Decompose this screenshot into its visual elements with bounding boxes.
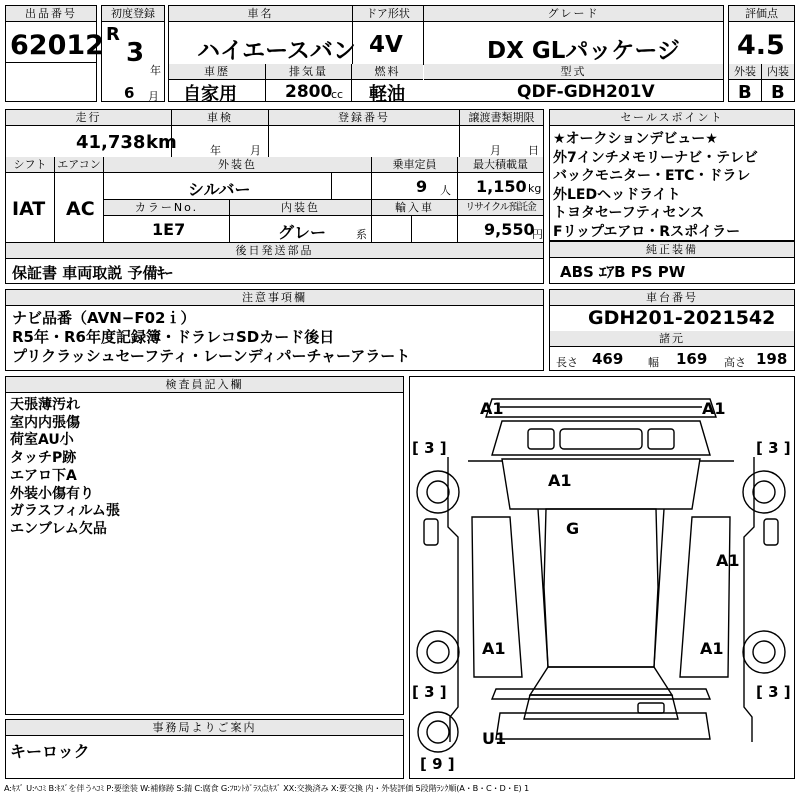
aircon-label: エアコン [55,157,103,173]
later-parts-value: 保証書 車両取説 予備ｷｰ [12,264,173,282]
dims-wid: 169 [676,350,708,368]
office-value: キーロック [10,742,90,761]
sales-points-box [549,109,795,241]
first-reg-month-unit: 月 [148,90,159,103]
ext-color-label: 外装色 [104,157,371,173]
score-value: 4.5 [737,30,785,61]
fuel-value: 軽油 [369,84,405,105]
dims-wid-label: 幅 [648,356,659,369]
shift-label: シフト [6,157,54,173]
inspector-label: 検査員記入欄 [6,377,403,393]
score-ext: B [738,82,752,103]
aircon-value: AC [66,198,95,220]
dims-hgt: 198 [756,350,788,368]
first-reg-box [101,5,165,102]
mileage-value: 41,738 [76,132,146,153]
car-name-label: 車名 [169,6,352,22]
chassis-label: 車台番号 [550,290,794,306]
score-ext-label: 外装 [729,64,761,80]
details-table [5,109,544,284]
first-reg-era: R [106,24,120,45]
note-line: プリクラッシュセーフティ・レーンディパーチャーアラート [12,347,411,365]
transfer-label: 譲渡書類期限 [460,110,543,126]
dims-label: 諸元 [550,331,794,347]
max-load-label: 最大積載量 [458,157,543,173]
score-box [728,5,795,102]
import-label: 輸入車 [372,200,457,216]
displacement-label: 排気量 [266,64,351,80]
sales-points-label: セールスポイント [550,110,794,126]
notes-list [12,309,410,366]
mark-a1-front-right: A1 [702,399,726,418]
color-no-value: 1E7 [152,220,186,239]
mark-bumper: U1 [482,729,507,748]
mark-tire-rear-left: [ 3 ] [412,683,447,701]
dims-len: 469 [592,350,624,368]
mileage-unit: km [146,132,177,153]
capacity-unit: 人 [440,184,451,197]
history-value: 自家用 [183,84,237,105]
inspector-line: 天張薄汚れ [10,397,80,413]
max-load-unit: kg [528,182,542,195]
history-label: 車歴 [169,64,265,80]
sales-point: 外7インチメモリーナビ・テレビ [553,149,758,166]
mark-rear-right: A1 [700,639,724,658]
doors-label: ドア形状 [353,6,423,22]
fuel-label: 燃料 [352,64,423,80]
displacement-value: 2800 [285,82,333,102]
mark-a1-front-left: A1 [480,399,504,418]
int-color-unit: 系 [356,228,367,241]
sales-point: 外LEDヘッドライト [553,186,681,203]
mark-tire-rear-right: [ 3 ] [756,683,791,701]
mark-rear-left: A1 [482,639,506,658]
first-reg-year: 3 [126,38,145,68]
inspector-line: ガラスフィルム張 [10,503,120,520]
transfer-month-unit: 月 [490,144,501,157]
int-color-value: グレー [278,223,327,242]
score-int-label: 内装 [762,64,794,80]
mark-spare: [ 9 ] [420,755,455,773]
mark-roof: A1 [548,471,572,490]
capacity-label: 乗車定員 [372,157,457,173]
notes-box [5,289,544,371]
inspection-label: 車検 [172,110,268,126]
lot-label: 出品番号 [6,6,96,22]
max-load-value: 1,150 [476,177,527,196]
first-reg-month: 6 [124,84,135,102]
mark-side-right: A1 [716,551,740,570]
grade-value: DX GLパッケージ [487,38,680,64]
grade-label: グレード [424,6,723,22]
first-reg-label: 初度登録 [102,6,164,22]
inspector-line: エアロ下A [10,467,77,484]
sales-point: トヨタセーフティセンス [553,205,705,221]
dims-len-label: 長さ [556,356,578,369]
transfer-day-unit: 日 [528,144,539,157]
first-reg-year-unit: 年 [150,64,161,77]
mark-tire-front-left: [ 3 ] [412,439,447,457]
top-table [168,5,724,105]
doors-value: 4V [369,32,403,58]
recycle-label: リサイクル預託金 [458,200,543,216]
chassis-value: GDH201-2021542 [588,307,776,329]
equipment-box [549,241,795,284]
ext-color-value: シルバー [188,180,251,199]
inspector-line: タッチP跡 [10,450,77,467]
lot-number: 62012 [10,30,104,61]
inspection-month-unit: 月 [250,144,261,157]
sales-point: バックモニター・ETC・ドラレ [553,168,751,184]
color-no-label: カラーNo. [104,200,229,216]
model-code-label: 型式 [424,64,723,80]
lot-box [5,5,104,102]
int-color-label: 内装色 [230,200,371,216]
mark-glass: G [566,519,580,538]
inspector-line: 外装小傷有り [10,485,94,502]
score-label: 評価点 [729,6,794,22]
score-int: B [771,82,785,103]
inspector-line: 室内内張傷 [10,414,80,431]
notes-label: 注意事項欄 [6,290,543,306]
note-line: R5年・R6年度記録簿・ドラレコSDカード後日 [12,328,335,346]
inspector-list [10,397,120,539]
capacity-value: 9 [416,177,428,196]
office-box [5,719,404,779]
sales-points-list [553,130,758,241]
inspector-line: エンブレム欠品 [10,520,107,537]
equipment-value: ABS ｴｱB PS PW [560,263,686,281]
mark-tire-front-right: [ 3 ] [756,439,791,457]
car-name: ハイエースバン [197,38,356,64]
recycle-value: 9,550 [484,220,535,239]
shift-value: IAT [12,198,46,220]
note-line: ナビ品番（AVN−F02ｉ） [12,309,196,327]
chassis-box [549,289,795,371]
equipment-label: 純正装備 [550,242,794,258]
displacement-unit: cc [331,88,344,101]
legend-text: A:ｷｽﾞ U:ﾍｺﾐ B:ｷｽﾞを伴うﾍｺﾐ P:要塗装 W:補修跡 S:錆 C:腐食 G:ﾌﾛﾝﾄｶﾞﾗｽ点ｷｽﾞ XX:交換済み X:要交換 内・外装評価 5段階ﾗﾝｸ順(A・B・C・D・E) 1 [4,783,529,793]
inspector-box [5,376,404,715]
model-code-value: QDF-GDH201V [517,82,655,102]
reg-no-label: 登録番号 [269,110,459,126]
inspection-year-unit: 年 [210,144,221,157]
office-label: 事務局よりご案内 [6,720,403,736]
recycle-unit: 円 [532,228,543,241]
van-outline-diagram [410,377,794,778]
later-parts-label: 後日発送部品 [6,243,543,259]
sales-point: Fリップエアロ・Rスポイラー [553,223,741,240]
sales-point: ★オークションデビュー★ [553,131,718,147]
inspector-line: 荷室AU小 [10,432,74,449]
dims-hgt-label: 高さ [724,356,746,369]
mileage-label: 走行 [6,110,171,126]
car-diagram [409,376,795,779]
